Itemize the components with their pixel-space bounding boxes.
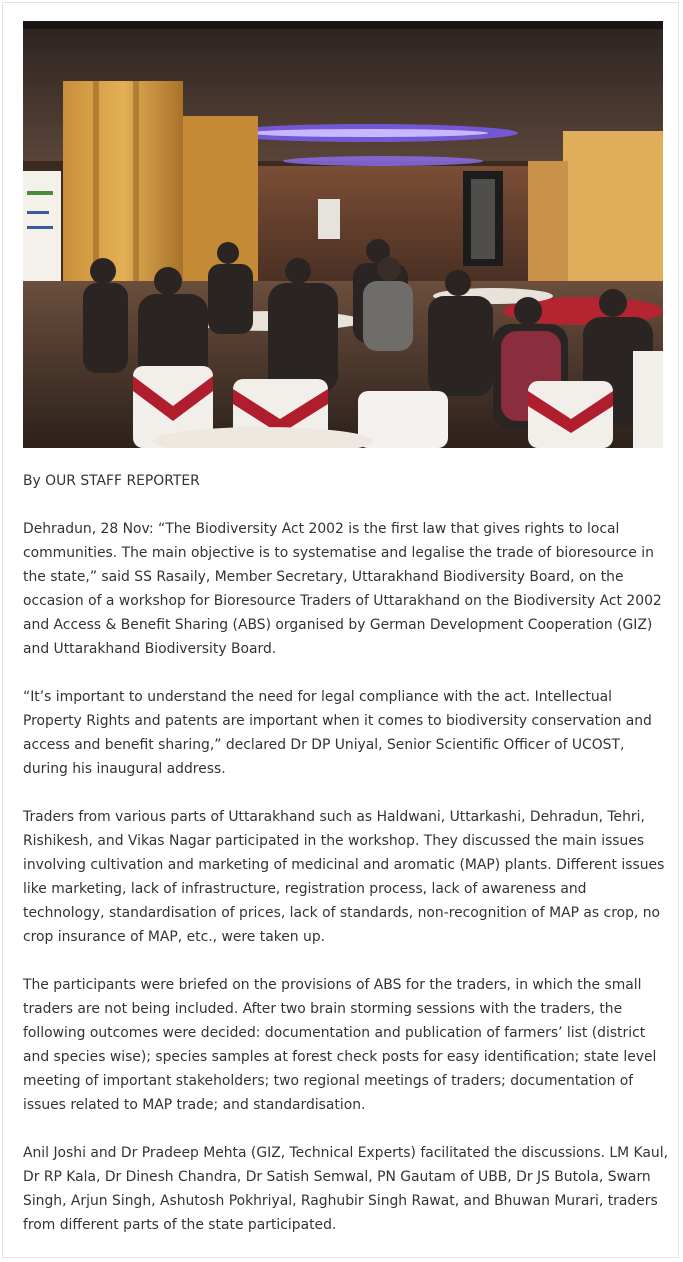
meeting-photo bbox=[23, 21, 663, 448]
paragraph-1: Dehradun, 28 Nov: “The Biodiversity Act 2002 is the first law that gives rights to local communities. The main objective is to systematise and legalise the trade of bioresource in the state,” said SS Rasaily, Member Secretary, Uttarakhand Biodiversity Board, on the occasion of a workshop for Bioresource Traders of Uttarakhand on the Biodiversity Act 2002 and Access & Benefit Sharing (ABS) organised by German Development Cooperation (GIZ) and Uttarakhand Biodiversity Board. bbox=[23, 521, 662, 657]
paragraph-3: Traders from various parts of Uttarakhand such as Haldwani, Uttarkashi, Dehradun, Tehri, Rishikesh, and Vikas Nagar participated in the workshop. They discussed the main issues involving cultivation and marketing of medicinal and aromatic (MAP) plants. Different issues like marketing, lack of infrastructure, registration process, lack of awareness and technology, standardisation of prices, lack of standards, non-recognition of MAP as crop, no crop insurance of MAP, etc., were taken up. bbox=[23, 809, 665, 945]
paragraph-2: “It’s important to understand the need for legal compliance with the act. Intellectual Property Rights and patents are important when it comes to biodiversity conservation and access and benefit sharing,” declared Dr DP Uniyal, Senior Scientific Officer of UCOST, during his inaugural address. bbox=[23, 689, 652, 777]
article-body bbox=[23, 469, 668, 1261]
paragraph-4: The participants were briefed on the provisions of ABS for the traders, in which the small traders are not being included. After two brain storming sessions with the traders, the following outcomes were decided: documentation and publication of farmers’ list (district and species wise); species samples at forest check posts for easy identification; state level meeting of important stakeholders; two regional meetings of traders; documentation of issues related to MAP trade; and standardisation. bbox=[23, 977, 657, 1113]
paragraph-5: Anil Joshi and Dr Pradeep Mehta (GIZ, Technical Experts) facilitated the discussions. LM Kaul, Dr RP Kala, Dr Dinesh Chandra, Dr Satish Semwal, PN Gautam of UBB, Dr JS Butola, Swarn Singh, Arjun Singh, Ashutosh Pokhriyal, Raghubir Singh Rawat, and Bhuwan Murari, traders from different parts of the state participated. bbox=[23, 1145, 669, 1233]
byline: By OUR STAFF REPORTER bbox=[23, 473, 200, 489]
